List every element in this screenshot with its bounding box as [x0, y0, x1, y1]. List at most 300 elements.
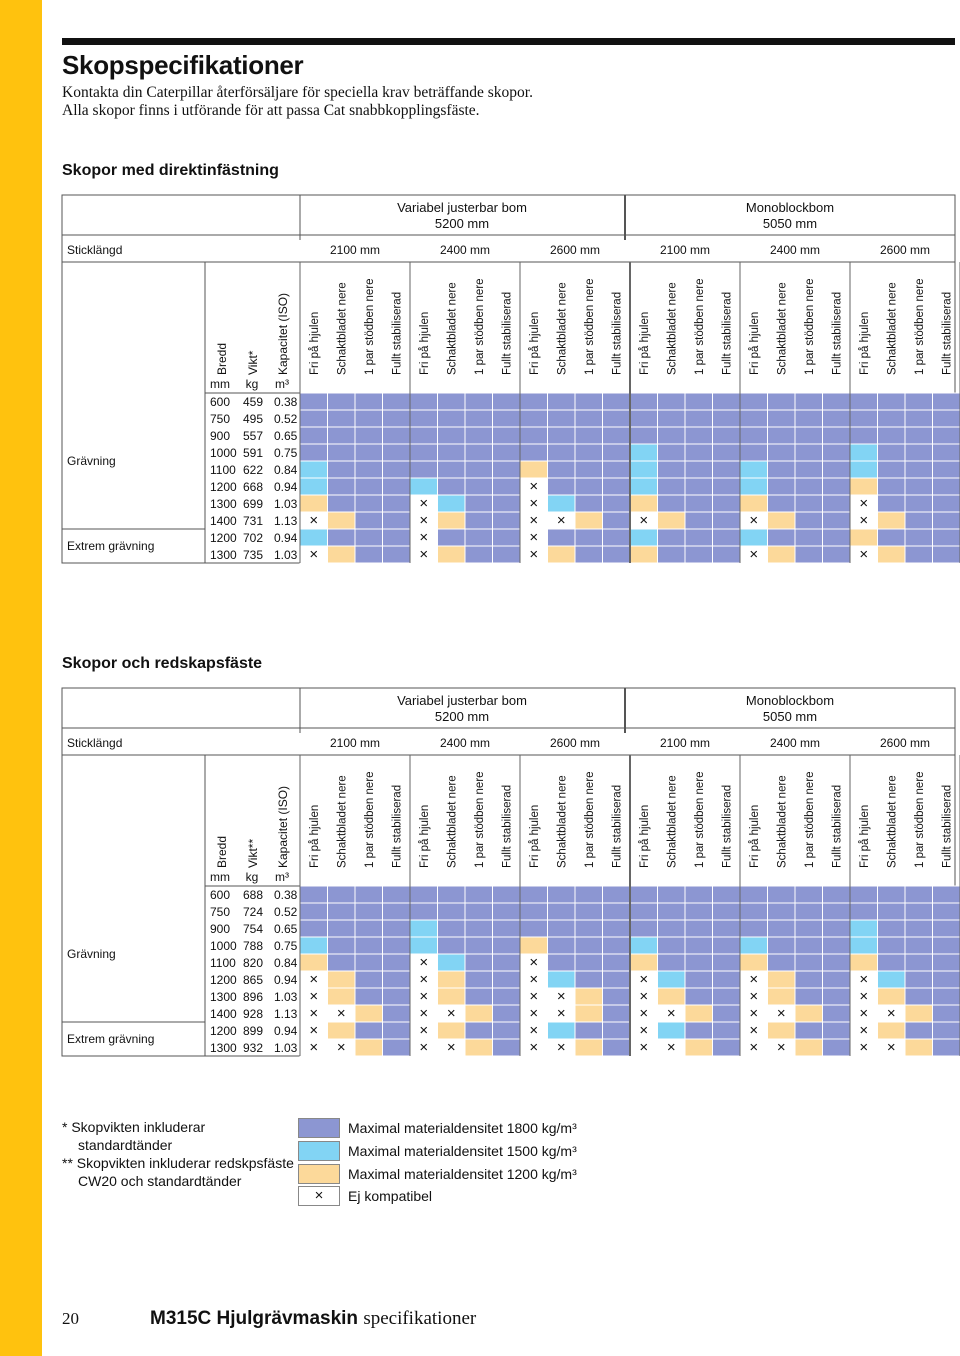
compat-cell	[768, 920, 796, 937]
incompatible-x-icon: ×	[666, 1039, 676, 1056]
compat-cell	[658, 954, 686, 971]
row-width: 750	[210, 412, 231, 426]
compat-cell	[383, 937, 411, 954]
incompatible-x-icon: ×	[446, 1005, 456, 1022]
incompatible-x-icon: ×	[859, 495, 869, 512]
row-capacity: 1.13	[274, 514, 298, 528]
compat-cell	[823, 920, 851, 937]
compat-cell	[795, 954, 823, 971]
compat-cell	[905, 1039, 933, 1056]
compat-cell	[575, 886, 603, 903]
compat-cell	[548, 937, 576, 954]
condition-header: Fullt stabiliserad	[611, 291, 624, 375]
compat-cell	[823, 903, 851, 920]
compat-cell	[713, 988, 741, 1005]
compat-cell	[768, 903, 796, 920]
incompatible-x-icon: ×	[556, 1005, 566, 1022]
compat-cell	[410, 937, 438, 954]
compat-cell	[355, 903, 383, 920]
compat-cell	[603, 920, 631, 937]
compat-cell	[383, 1039, 411, 1056]
incompatible-x-icon: ×	[336, 1039, 346, 1056]
spec-header: Kapacitet (ISO)	[276, 785, 290, 868]
footer	[62, 1306, 942, 1336]
compat-cell	[603, 971, 631, 988]
compat-cell	[878, 1022, 906, 1039]
compat-cell	[878, 954, 906, 971]
compat-cell	[685, 971, 713, 988]
compat-cell	[933, 886, 960, 903]
intro-line-2: Alla skopor finns i utförande för att passa Cat snabbkopplingsfäste.	[62, 102, 480, 119]
compat-cell	[383, 886, 411, 903]
row-capacity: 0.75	[274, 446, 298, 460]
compat-cell	[328, 971, 356, 988]
compat-cell	[548, 886, 576, 903]
compat-cell	[520, 920, 548, 937]
condition-header: 1 par stödben nere	[583, 771, 596, 868]
footnote-1b: standardtänder	[78, 1137, 173, 1153]
incompatible-x-icon: ×	[639, 1005, 649, 1022]
condition-header: Fri på hjulen	[858, 311, 871, 375]
compat-cell	[548, 903, 576, 920]
compat-cell	[575, 937, 603, 954]
row-weight: 668	[243, 480, 264, 494]
legend-item-1200	[298, 1164, 598, 1184]
row-weight: 702	[243, 531, 264, 545]
compat-cell	[795, 1005, 823, 1022]
legend-label-1500: Maximal materialdensitet 1500 kg/m³	[348, 1143, 577, 1159]
row-width: 1300	[210, 548, 237, 562]
incompatible-x-icon: ×	[886, 1039, 896, 1056]
compat-cell	[658, 1022, 686, 1039]
compat-cell	[713, 1039, 741, 1056]
compat-cell	[603, 988, 631, 1005]
compat-cell	[383, 971, 411, 988]
incompatible-x-icon: ×	[529, 546, 539, 563]
compat-cell	[658, 937, 686, 954]
row-width: 1000	[210, 446, 237, 460]
compat-cell	[603, 954, 631, 971]
compat-cell	[493, 1039, 521, 1056]
compat-cell	[768, 1022, 796, 1039]
incompatible-x-icon: ×	[446, 1039, 456, 1056]
compat-cell	[520, 886, 548, 903]
compat-cell	[465, 1005, 493, 1022]
compat-cell	[713, 1022, 741, 1039]
incompatible-x-icon: ×	[556, 512, 566, 529]
compat-cell	[933, 920, 960, 937]
sticklength-value: 2600 mm	[549, 736, 601, 750]
row-width: 600	[210, 395, 231, 409]
group-label-extreme: Extrem grävning	[67, 539, 155, 553]
condition-header: Fullt stabiliserad	[391, 291, 404, 375]
compat-cell	[740, 920, 768, 937]
row-capacity: 0.52	[274, 905, 298, 919]
sticklength-value: 2400 mm	[769, 243, 821, 257]
condition-header: Schaktbladet nere	[776, 775, 789, 868]
incompatible-x-icon: ×	[776, 1039, 786, 1056]
incompatible-x-icon: ×	[859, 1005, 869, 1022]
compat-cell	[300, 954, 328, 971]
compat-cell	[493, 920, 521, 937]
compat-cell	[438, 988, 466, 1005]
table-row	[210, 988, 960, 1005]
compat-cell	[768, 988, 796, 1005]
condition-header: Fullt stabiliserad	[721, 291, 734, 375]
unit-label: mm	[210, 870, 230, 884]
row-capacity: 1.13	[274, 1007, 298, 1021]
compat-cell	[438, 971, 466, 988]
footnotes	[62, 1118, 294, 1190]
row-width: 1200	[210, 1024, 237, 1038]
row-width: 1400	[210, 514, 237, 528]
compat-cell	[328, 920, 356, 937]
compat-cell	[878, 937, 906, 954]
monoblock-boom-header: Monoblockbom	[745, 693, 835, 708]
incompatible-x-icon: ×	[298, 1186, 340, 1206]
compat-cell	[685, 1039, 713, 1056]
row-weight: 459	[243, 395, 264, 409]
incompatible-x-icon: ×	[529, 1039, 539, 1056]
legend-swatch-1500	[298, 1141, 340, 1161]
compat-cell	[740, 954, 768, 971]
compat-cell	[768, 886, 796, 903]
row-weight: 735	[243, 548, 264, 562]
condition-header: Fullt stabiliserad	[831, 291, 844, 375]
compat-cell	[713, 903, 741, 920]
compat-cell	[823, 886, 851, 903]
compat-cell	[905, 1022, 933, 1039]
compat-cell	[548, 1022, 576, 1039]
compat-cell	[575, 920, 603, 937]
condition-header: Schaktbladet nere	[556, 775, 569, 868]
compat-cell	[685, 937, 713, 954]
compat-cell	[465, 903, 493, 920]
compat-cell	[465, 886, 493, 903]
row-capacity: 0.94	[274, 531, 298, 545]
incompatible-x-icon: ×	[749, 1039, 759, 1056]
incompatible-x-icon: ×	[419, 1022, 429, 1039]
compat-cell	[465, 971, 493, 988]
compat-cell	[740, 937, 768, 954]
row-width: 1000	[210, 939, 237, 953]
condition-header: 1 par stödben nere	[913, 278, 926, 375]
table-row	[210, 1022, 960, 1039]
condition-header: Fullt stabiliserad	[941, 784, 954, 868]
compat-cell	[795, 988, 823, 1005]
compat-cell	[410, 903, 438, 920]
compat-cell	[685, 954, 713, 971]
compat-cell	[795, 920, 823, 937]
row-capacity: 0.94	[274, 973, 298, 987]
incompatible-x-icon: ×	[309, 512, 319, 529]
legend-item-1500	[298, 1141, 598, 1161]
compat-cell	[355, 1022, 383, 1039]
condition-header: 1 par stödben nere	[803, 771, 816, 868]
incompatible-x-icon: ×	[419, 988, 429, 1005]
unit-label: m³	[275, 870, 289, 884]
compat-cell	[630, 903, 658, 920]
row-capacity: 0.38	[274, 888, 298, 902]
compat-cell	[493, 903, 521, 920]
condition-header: Fri på hjulen	[528, 311, 541, 375]
page-number: 20	[62, 1309, 79, 1328]
sticklength-value: 2600 mm	[879, 243, 931, 257]
compat-cell	[548, 954, 576, 971]
compat-cell	[685, 1005, 713, 1022]
compat-cell	[355, 954, 383, 971]
row-capacity: 0.52	[274, 412, 298, 426]
compat-cell	[465, 937, 493, 954]
row-width: 900	[210, 429, 231, 443]
compat-cell	[823, 1022, 851, 1039]
monoblock-boom-header: 5050 mm	[762, 216, 818, 231]
row-weight: 591	[243, 446, 264, 460]
compat-cell	[493, 886, 521, 903]
compat-cell	[905, 971, 933, 988]
incompatible-x-icon: ×	[639, 1022, 649, 1039]
compat-cell	[795, 1022, 823, 1039]
compat-cell	[658, 988, 686, 1005]
incompatible-x-icon: ×	[859, 512, 869, 529]
incompatible-x-icon: ×	[749, 546, 759, 563]
incompatible-x-icon: ×	[419, 1005, 429, 1022]
table-row	[210, 937, 960, 954]
compat-cell	[300, 937, 328, 954]
row-width: 600	[210, 888, 231, 902]
condition-header: Fri på hjulen	[638, 311, 651, 375]
compat-cell	[795, 971, 823, 988]
compat-cell	[850, 954, 878, 971]
compat-cell	[933, 1039, 960, 1056]
incompatible-x-icon: ×	[666, 1005, 676, 1022]
row-width: 1200	[210, 973, 237, 987]
monoblock-boom-header: 5050 mm	[762, 709, 818, 724]
compat-cell	[575, 971, 603, 988]
compat-cell	[410, 920, 438, 937]
unit-label: kg	[245, 870, 259, 884]
legend-label-1800: Maximal materialdensitet 1800 kg/m³	[348, 1120, 577, 1136]
compat-cell	[575, 1039, 603, 1056]
row-capacity: 1.03	[274, 497, 298, 511]
compat-cell	[548, 920, 576, 937]
compat-cell	[300, 903, 328, 920]
sticklength-value: 2400 mm	[439, 243, 491, 257]
compat-cell	[575, 1005, 603, 1022]
condition-header: Schaktbladet nere	[666, 775, 679, 868]
row-capacity: 1.03	[274, 548, 298, 562]
row-capacity: 0.84	[274, 956, 298, 970]
compat-cell	[933, 937, 960, 954]
compat-cell	[438, 937, 466, 954]
compat-cell	[438, 920, 466, 937]
compat-cell	[575, 988, 603, 1005]
row-width: 1400	[210, 1007, 237, 1021]
condition-header: Fri på hjulen	[308, 804, 321, 868]
row-weight: 820	[243, 956, 264, 970]
compat-cell	[383, 903, 411, 920]
condition-header: Fullt stabiliserad	[611, 784, 624, 868]
compat-cell	[685, 886, 713, 903]
compat-cell	[328, 886, 356, 903]
incompatible-x-icon: ×	[529, 495, 539, 512]
condition-header: Fri på hjulen	[418, 311, 431, 375]
monoblock-boom-header: Monoblockbom	[745, 200, 835, 215]
condition-header: Schaktbladet nere	[446, 775, 459, 868]
compat-cell	[878, 903, 906, 920]
row-width: 1200	[210, 480, 237, 494]
row-capacity: 0.65	[274, 922, 298, 936]
compat-cell	[933, 903, 960, 920]
condition-header: Fri på hjulen	[638, 804, 651, 868]
compat-cell	[493, 988, 521, 1005]
compat-cell	[905, 988, 933, 1005]
incompatible-x-icon: ×	[749, 1022, 759, 1039]
row-weight: 557	[243, 429, 264, 443]
compat-cell	[933, 1022, 960, 1039]
incompatible-x-icon: ×	[639, 1039, 649, 1056]
condition-header: Schaktbladet nere	[556, 282, 569, 375]
compat-cell	[575, 1022, 603, 1039]
row-weight: 928	[243, 1007, 264, 1021]
row-weight: 724	[243, 905, 264, 919]
row-weight: 899	[243, 1024, 264, 1038]
compat-cell	[850, 920, 878, 937]
variable-boom-header: Variabel justerbar bom	[397, 693, 527, 708]
sticklength-value: 2100 mm	[659, 736, 711, 750]
compat-cell	[878, 971, 906, 988]
compat-cell	[300, 886, 328, 903]
row-capacity: 0.65	[274, 429, 298, 443]
compat-cell	[905, 903, 933, 920]
incompatible-x-icon: ×	[749, 988, 759, 1005]
compat-cell	[823, 1005, 851, 1022]
row-capacity: 0.38	[274, 395, 298, 409]
incompatible-x-icon: ×	[419, 1039, 429, 1056]
row-width: 1300	[210, 990, 237, 1004]
compat-cell	[383, 1022, 411, 1039]
compat-cell	[328, 988, 356, 1005]
compat-cell	[658, 920, 686, 937]
compat-cell	[383, 1005, 411, 1022]
compat-cell	[905, 920, 933, 937]
compat-cell	[740, 903, 768, 920]
compat-cell	[740, 886, 768, 903]
table-row	[210, 920, 960, 937]
compat-cell	[795, 886, 823, 903]
incompatible-x-icon: ×	[529, 971, 539, 988]
compat-cell	[328, 937, 356, 954]
sticklength-value: 2600 mm	[549, 243, 601, 257]
compat-cell	[713, 954, 741, 971]
incompatible-x-icon: ×	[529, 954, 539, 971]
compat-cell	[713, 886, 741, 903]
compat-cell	[383, 988, 411, 1005]
compat-cell	[850, 903, 878, 920]
incompatible-x-icon: ×	[776, 1005, 786, 1022]
spec-header: Vikt*	[246, 350, 260, 375]
compat-cell	[795, 937, 823, 954]
incompatible-x-icon: ×	[556, 1039, 566, 1056]
incompatible-x-icon: ×	[529, 988, 539, 1005]
row-weight: 788	[243, 939, 264, 953]
incompatible-x-icon: ×	[419, 529, 429, 546]
compat-cell	[603, 937, 631, 954]
compat-cell	[713, 937, 741, 954]
row-width: 1300	[210, 497, 237, 511]
compat-cell	[300, 920, 328, 937]
incompatible-x-icon: ×	[309, 971, 319, 988]
table-row	[210, 886, 960, 903]
table-row	[210, 954, 960, 971]
condition-header: Fullt stabiliserad	[501, 291, 514, 375]
row-width: 750	[210, 905, 231, 919]
spec-header: Kapacitet (ISO)	[276, 292, 290, 375]
footer-title	[150, 1308, 476, 1330]
compat-cell	[713, 920, 741, 937]
row-width: 1100	[210, 463, 236, 477]
group-label-digging: Grävning	[67, 454, 116, 468]
incompatible-x-icon: ×	[859, 988, 869, 1005]
spec-header: Bredd	[215, 342, 229, 375]
condition-header: Fri på hjulen	[528, 804, 541, 868]
compat-cell	[520, 903, 548, 920]
row-capacity: 0.94	[274, 1024, 298, 1038]
incompatible-x-icon: ×	[336, 1005, 346, 1022]
incompatible-x-icon: ×	[639, 988, 649, 1005]
compat-cell	[328, 1022, 356, 1039]
row-width: 900	[210, 922, 231, 936]
condition-header: 1 par stödben nere	[583, 278, 596, 375]
compat-cell	[685, 903, 713, 920]
compat-cell	[713, 1005, 741, 1022]
incompatible-x-icon: ×	[309, 988, 319, 1005]
row-width: 1200	[210, 531, 237, 545]
sticklength-label: Sticklängd	[67, 243, 123, 257]
compat-cell	[520, 937, 548, 954]
compat-cell	[630, 886, 658, 903]
compat-cell	[465, 1022, 493, 1039]
compat-cell	[575, 954, 603, 971]
incompatible-x-icon: ×	[529, 478, 539, 495]
compat-cell	[850, 886, 878, 903]
footer-title-bold: M315C Hjulgrävmaskin	[150, 1308, 359, 1329]
compat-cell	[465, 988, 493, 1005]
compat-cell	[355, 886, 383, 903]
compat-cell	[575, 903, 603, 920]
incompatible-x-icon: ×	[749, 971, 759, 988]
row-capacity: 1.03	[274, 1041, 298, 1055]
incompatible-x-icon: ×	[309, 1005, 319, 1022]
incompatible-x-icon: ×	[859, 1022, 869, 1039]
sticklength-value: 2400 mm	[439, 736, 491, 750]
compat-cell	[355, 1005, 383, 1022]
compat-cell	[795, 903, 823, 920]
incompatible-x-icon: ×	[639, 971, 649, 988]
condition-header: Fri på hjulen	[308, 311, 321, 375]
legend-swatch-1800	[298, 1118, 340, 1138]
compat-cell	[658, 886, 686, 903]
condition-header: 1 par stödben nere	[363, 771, 376, 868]
compat-cell	[548, 971, 576, 988]
compat-cell	[438, 1022, 466, 1039]
compat-cell	[685, 1022, 713, 1039]
table-1-title: Skopor med direktinfästning	[62, 162, 279, 179]
row-capacity: 0.94	[274, 480, 298, 494]
compat-cell	[685, 988, 713, 1005]
row-width: 1300	[210, 1041, 237, 1055]
incompatible-x-icon: ×	[749, 1005, 759, 1022]
